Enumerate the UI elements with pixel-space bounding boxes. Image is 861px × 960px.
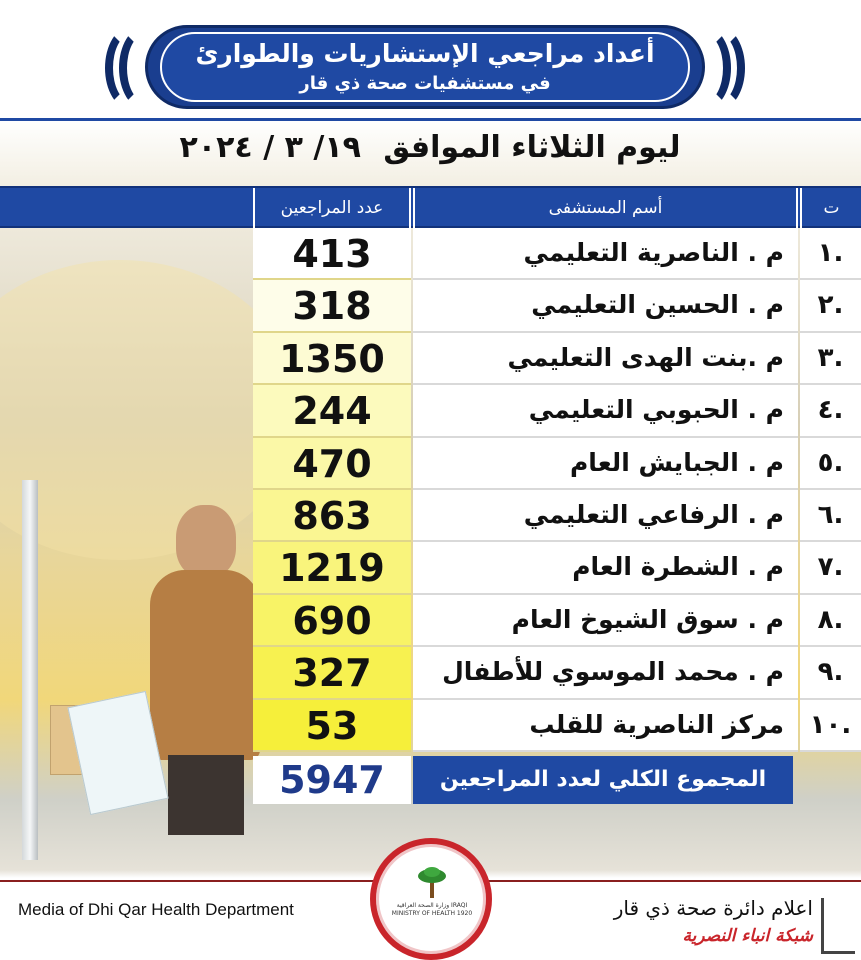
date-prefix: ليوم الثلاثاء الموافق [383, 130, 681, 165]
header-divider [0, 118, 861, 121]
row-visitor-count: 690 [253, 595, 411, 647]
row-index: .٧ [800, 542, 861, 594]
row-visitor-count: 244 [253, 385, 411, 437]
footer-media-ar: اعلام دائرة صحة ذي قار [613, 896, 813, 920]
row-index: .٤ [800, 385, 861, 437]
total-value: 5947 [253, 756, 411, 804]
banner-inner [160, 32, 690, 102]
date-line [120, 130, 740, 174]
row-visitor-count: 470 [253, 438, 411, 490]
total-row [0, 756, 861, 804]
page-subtitle: في مستشفيات صحة ذي قار [299, 73, 551, 94]
header-hospital-name: أسم المستشفى [413, 188, 798, 228]
palm-tree-icon [417, 866, 447, 900]
ministry-logo [370, 838, 492, 960]
table-row [0, 438, 861, 490]
row-hospital-name: م . الناصرية التعليمي [413, 228, 798, 280]
table-row [0, 490, 861, 542]
row-hospital-name: م . الرفاعي التعليمي [413, 490, 798, 542]
row-index: .١٠ [800, 700, 861, 752]
ministry-logo-text: وزارة الصحة العراقية IRAQI MINISTRY OF HEALTH 1920 [391, 902, 473, 917]
row-visitor-count: 1350 [253, 333, 411, 385]
row-hospital-name: م .بنت الهدى التعليمي [413, 333, 798, 385]
row-visitor-count: 413 [253, 228, 411, 280]
row-visitor-count: 1219 [253, 542, 411, 594]
row-hospital-name: م . الحبوبي التعليمي [413, 385, 798, 437]
date-value: ١٩/ ٣ / ٢٠٢٤ [179, 130, 361, 165]
row-visitor-count: 863 [253, 490, 411, 542]
footer-media-en: Media of Dhi Qar Health Department [18, 900, 294, 919]
total-label: المجموع الكلي لعدد المراجعين [413, 756, 793, 804]
row-index: .٢ [800, 280, 861, 332]
row-hospital-name: م . محمد الموسوي للأطفال [413, 647, 798, 699]
side-logo-mark [821, 898, 855, 954]
row-hospital-name: م . سوق الشيوخ العام [413, 595, 798, 647]
row-hospital-name: مركز الناصرية للقلب [413, 700, 798, 752]
row-index: .٩ [800, 647, 861, 699]
row-index: .٦ [800, 490, 861, 542]
table-row [0, 280, 861, 332]
table-row [0, 542, 861, 594]
row-hospital-name: م . الشطرة العام [413, 542, 798, 594]
row-index: .٥ [800, 438, 861, 490]
header-index: ت [800, 188, 861, 228]
row-visitor-count: 53 [253, 700, 411, 752]
page-title: أعداد مراجعي الإستشاريات والطوارئ [195, 39, 655, 68]
table-row [0, 228, 861, 280]
table-row [0, 700, 861, 752]
table-row [0, 595, 861, 647]
table-row [0, 385, 861, 437]
header-visitor-count: عدد المراجعين [253, 188, 411, 228]
row-visitor-count: 327 [253, 647, 411, 699]
table-row [0, 647, 861, 699]
row-hospital-name: م . الجبايش العام [413, 438, 798, 490]
row-index: .٨ [800, 595, 861, 647]
footer-network-logo: شبكة انباء النصرية [682, 926, 813, 946]
row-hospital-name: م . الحسين التعليمي [413, 280, 798, 332]
table-row [0, 333, 861, 385]
header-banner [105, 25, 745, 111]
table-header [0, 186, 861, 228]
row-index: .٣ [800, 333, 861, 385]
row-visitor-count: 318 [253, 280, 411, 332]
row-index: .١ [800, 228, 861, 280]
